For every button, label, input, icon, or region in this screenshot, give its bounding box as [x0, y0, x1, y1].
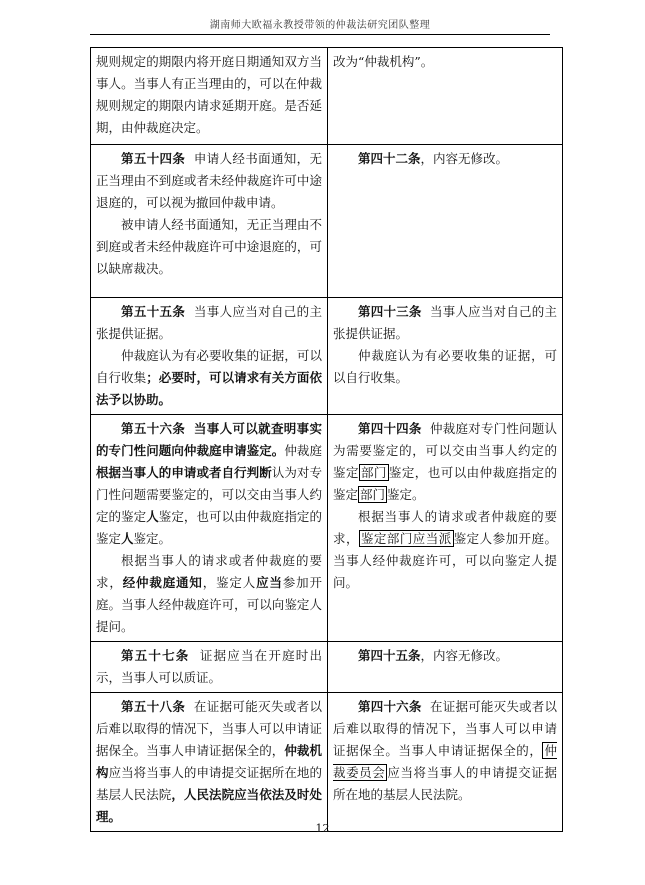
new-article-paragraph: [333, 301, 557, 345]
article-text: 参加开庭。当事人经仲裁庭许可，可以向鉴定人提问。: [96, 575, 322, 634]
old-article-text: 规则规定的期限内将开庭日期通知双方当事人。当事人有正当理由的，可以在仲裁规则规定的期限内请求延期开庭。是否延期，由仲裁庭决定。: [96, 54, 322, 135]
added-text: 应当: [256, 575, 283, 590]
added-text: 人: [146, 509, 159, 524]
new-article-paragraph: [333, 645, 557, 667]
old-article-cell: [91, 642, 328, 693]
boxed-text: 仲裁委员会: [333, 743, 557, 780]
added-text: 仲裁机构: [96, 743, 322, 780]
article-label: 第五十六条: [121, 421, 186, 436]
table-row: [91, 642, 563, 693]
article-text: 鉴定。: [387, 487, 425, 502]
boxed-text: 鉴定部门应当派: [360, 531, 452, 546]
old-article-paragraph: [96, 550, 322, 638]
added-text: 人: [121, 531, 134, 546]
article-text: ，内容无修改。: [420, 151, 509, 166]
new-article-paragraph: 仲裁庭认为有必要收集的证据，可以自行收集。: [333, 348, 557, 385]
old-article-paragraph: [96, 345, 322, 411]
new-article-cell: [328, 298, 563, 415]
article-text: 仲裁庭: [284, 443, 322, 458]
comparison-table: [90, 47, 563, 832]
article-label: 第四十二条: [358, 151, 421, 166]
article-text: 鉴定人参加开庭。当事人经仲裁庭许可，可以向鉴定人提问。: [333, 531, 557, 590]
article-text: 应当将当事人的申请提交证据所在地的基层人民法院。: [333, 765, 557, 802]
old-article-paragraph: [96, 301, 322, 345]
new-article-paragraph: [333, 696, 557, 806]
article-label: 第四十六条: [358, 699, 422, 714]
added-text: 当事人可以就查明事实的专门性问题向仲裁庭申请鉴定。: [96, 421, 322, 458]
article-text: ，鉴定人: [202, 575, 257, 590]
new-article-cell: [328, 145, 563, 298]
article-text: 申请人经书面通知，无正当理由不到庭或者未经仲裁庭许可中途退庭的，可以视为撤回仲裁申请。: [96, 151, 322, 210]
article-text: 在证据可能灭失或者以后难以取得的情况下，当事人可以申请证据保全。当事人申请证据保全的，: [96, 699, 322, 758]
article-text: 仲裁庭对专门性问题认为需要鉴定的，可以交由当事人约定的鉴定: [333, 421, 557, 480]
new-article-cell: [328, 642, 563, 693]
old-article-cell: [91, 145, 328, 298]
article-text: 鉴定，也可以由仲裁庭指定的鉴定: [96, 509, 322, 546]
added-text: ，人民法院应当依法及时处理。: [96, 787, 322, 824]
old-article-paragraph: [96, 148, 322, 214]
page-number: 12: [315, 822, 330, 835]
article-text: ，内容无修改。: [420, 648, 509, 663]
article-text: 当事人应当对自己的主张提供证据。: [96, 304, 322, 341]
table-row: [91, 693, 563, 832]
table-row: [91, 298, 563, 415]
added-text: 经仲裁庭通知: [122, 575, 203, 590]
new-article-paragraph: [333, 418, 557, 506]
table-row: [91, 415, 563, 642]
old-article-paragraph: 被申请人经书面通知，无正当理由不到庭或者未经仲裁庭许可中途退庭的，可以缺席裁决。: [96, 217, 322, 276]
boxed-text: 部门: [360, 487, 386, 502]
header-rule: [90, 34, 550, 35]
article-text: 当事人应当对自己的主张提供证据。: [333, 304, 557, 341]
old-article-paragraph: [96, 418, 322, 550]
boxed-text: 部门: [360, 465, 387, 480]
running-header: 湖南师大欧福永教授带领的仲裁法研究团队整理: [209, 20, 431, 31]
new-article-paragraph: [333, 148, 557, 170]
new-article-cell: [328, 48, 563, 145]
article-text: 根据当事人的请求或者仲裁庭的要求，: [96, 553, 322, 590]
old-article-cell: [91, 298, 328, 415]
article-text: 证据应当在开庭时出示，当事人可以质证。: [96, 648, 322, 685]
old-article-cell: [91, 48, 328, 145]
added-text: 根据当事人的申请或者自行判断: [96, 465, 272, 480]
article-text: 仲裁庭认为有必要收集的证据，可以自行收集: [96, 348, 322, 385]
old-article-cell: [91, 415, 328, 642]
new-article-cell: [328, 693, 563, 832]
old-article-paragraph: [96, 645, 322, 689]
article-label: 第四十五条: [358, 648, 421, 663]
old-article-paragraph: [96, 696, 322, 828]
added-text: ；必要时，可以请求有关方面依法予以协助。: [96, 370, 322, 407]
article-label: 第五十七条: [121, 648, 190, 663]
article-label: 第五十八条: [121, 699, 186, 714]
new-article-cell: [328, 415, 563, 642]
article-text: 在证据可能灭失或者以后难以取得的情况下，当事人可以申请证据保全。当事人申请证据保全的，: [333, 699, 557, 758]
article-label: 第四十三条: [358, 304, 422, 319]
article-label: 第五十四条: [121, 151, 186, 166]
table-row: [91, 145, 563, 298]
article-text: 鉴定。: [133, 531, 172, 546]
new-article-paragraph: [333, 506, 557, 594]
article-label: 第四十四条: [358, 421, 422, 436]
article-label: 第五十五条: [121, 304, 186, 319]
new-article-text: 改为“仲裁机构”。: [333, 54, 434, 69]
article-text: 应当将当事人的申请提交证据所在地的基层人民法院: [96, 765, 322, 802]
old-article-cell: [91, 693, 328, 832]
table-row: [91, 48, 563, 145]
article-text: 认为对专门性问题需要鉴定的，可以交由当事人约定的鉴定: [96, 465, 322, 524]
article-text: 根据当事人的请求或者仲裁庭的要求，: [333, 509, 557, 546]
article-text: 鉴定，也可以由仲裁庭指定的鉴定: [333, 465, 557, 502]
